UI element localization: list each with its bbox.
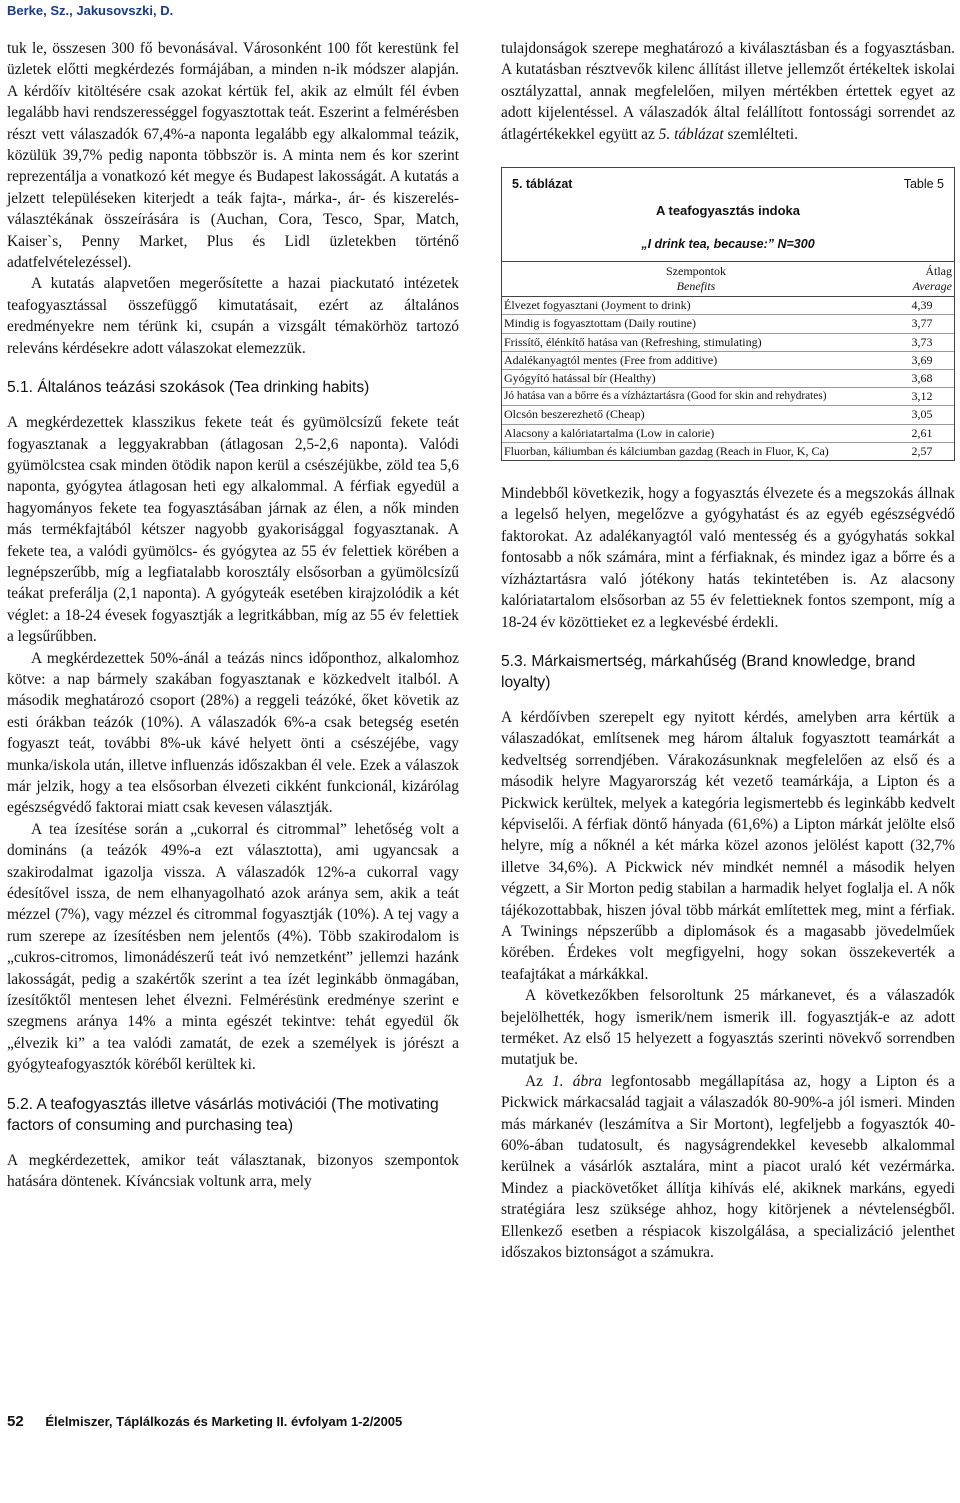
- table-row: Mindig is fogyasztottam (Daily routine) 3,77: [502, 315, 954, 333]
- table-label-en: Table 5: [903, 177, 944, 192]
- page-number: 52: [7, 1413, 24, 1430]
- right-column: [501, 38, 955, 1263]
- section-heading-5-1: 5.1. Általános teázási szokások (Tea drinking habits): [7, 379, 370, 397]
- table-row: Adalékanyagtól mentes (Free from additive) 3,69: [502, 351, 954, 369]
- paragraph: A megkérdezettek, amikor teát választanak, bizonyos szempontok hatására döntenek. Kíváncsiak voltunk arra, mely: [7, 1151, 459, 1191]
- section-heading-5-3: 5.3. Márkaismertség, márkahűség (Brand knowledge, brand loyalty): [501, 652, 916, 691]
- figure-reference: 1. ábra: [552, 1072, 602, 1090]
- paragraph: tuk le, összesen 300 fő bevonásával. Városonként 100 főt kerestünk fel üzletek előtti megkérdezés formájában, a minden n-ik módszer alapján. A kérdőív kitöltésére csak azokat kértük fel, akik az elmúlt fél évben legalább havi rendszerességgel fogyasztottak teát. Eszerint a felmérésben részt vett válaszadók 67,4%-a naponta legalább egy alkalommal teázik, közülük 39,7% pedig naponta többször is. A minta nem és kor szerint reprezentálja a vonatkozó két megye és Budapest lakosságát. A kutatás a jelzett településeken kiterjedt a teák fajta-, márka-, ár- és kiszerelés-választékának összeírására is (Auchan, Cora, Tesco, Spar, Match, Kaiser`s, Penny Market, Plus és Lidl üzletekben történő adatfelvételezéssel).: [7, 40, 459, 272]
- paragraph: A kérdőívben szerepelt egy nyitott kérdés, amelyben arra kértük a válaszadókat, említsenek meg három általuk fogyasztott teamárkát a kedveltség sorrendjében. Várakozásunknak megfelelően az első és a második helyre Magyarország két vezető teamárkája, a Lipton és a Pickwick kerültek, melyek a kategória legismertebb és leginkább kedvelt képviselői. A férfiak döntő hányada (61,6%) a Lipton márkát jelölte első helyre, míg a nőknél a két márka közel azonos jelölést kapott (32,7% illetve 34,6%). A Pickwick név mindkét nemnél a második helyen végzett, a Sir Morton pedig stabilan a harmadik helyet foglalja el. A nők tájékozottabbak, hiszen jóval több márkát említettek meg, mint a férfiak. A Twinings népszerűbb a diplomások és a magasabb jövedelműek körében. Érdekes volt megfigyelni, hogy sokan összekeverték a teafajtákat a márkákkal.: [501, 708, 955, 983]
- table-5: [501, 167, 955, 461]
- table-title: A teafogyasztás indoka: [655, 203, 800, 219]
- table-label-hu: 5. táblázat: [512, 177, 573, 192]
- paragraph: Az 1. ábra legfontosabb megállapítása az, hogy a Lipton és a Pickwick márkacsalád tagjait a válaszadók 80-90%-a jól ismeri. Minden más márkanév (leszámítva a Sir Mortont), legfeljebb a fogyasztók 40-60%-ában tudatosult, és nagyságrendekkel kevesebb alkalommal kerülnek a vásárlók asztalára, mint a piacot uraló két vezérmárka. Mindez a piackövetőket állítja kihívás elé, akiknek markáns, egyedi stratégiára lesz szüksége ahhoz, hogy kitörjenek a névtelenségből. Ellenkező esetben a réspiacok kiszolgálása, a specializáció jelenthet időszakos biztonságot a számukra.: [501, 1072, 956, 1262]
- paragraph: A következőkben felsoroltunk 25 márkanevet, és a válaszadók bejelölhették, hogy ismerik/nem ismerik ill. fogyasztják-e az adott terméket. Az első 15 helyezett a fogyasztás szerinti növekvő sorrendben mutatjuk be.: [501, 987, 955, 1069]
- section-heading-5-2: 5.2. A teafogyasztás illetve vásárlás motivációi (The motivating factors of consuming and purchasing tea): [7, 1095, 439, 1134]
- paragraph: tulajdonságok szerepe meghatározó a kiválasztásban és a fogyasztásban. A kutatásban résztvevők kilenc állítást illetve jellemzőt értékeltek iskolai osztályzattal, annak megfelelően, milyen mértékben értettek egyet az adott kijelentéssel. A válaszadók által felállított fontossági sorrendet az átlagértékekkel együtt az 5. táblázat szemlélteti.: [501, 40, 955, 143]
- table-subtitle: „I drink tea, because:” N=300: [641, 236, 815, 251]
- column-header-average: Átlag Average: [890, 262, 954, 297]
- running-header-authors: Berke, Sz., Jakusovszki, D.: [7, 3, 174, 18]
- column-header-benefits: Szempontok Benefits: [502, 262, 890, 297]
- table-row: Fluorban, káliumban és kálciumban gazdag (Reach in Fluor, K, Ca) 2,57: [502, 442, 954, 460]
- table-reference: 5. táblázat: [658, 125, 724, 143]
- journal-title: Élelmiszer, Táplálkozás és Marketing II. évfolyam 1-2/2005: [45, 1414, 403, 1429]
- paragraph: Mindebből következik, hogy a fogyasztás élvezete és a megszokás állnak a legelső helyen, megelőzve a gyógyhatást és az egyéb egészségvédő faktorokat. Az adalékanyagtól való mentesség és a gyógyhatás sokkal fontosabb a nők számára, mint a férfiaknak, és mindez igaz a bőrre és a vízháztartásra való jótékony hatás tekintetében is. Az alacsony kalóriatartalom elsősorban az 55 év felettieknek fontos szempont, míg a 18-24 év közöttieket ez a legkevésbé érdekli.: [501, 485, 955, 631]
- paragraph: A tea ízesítése során a „cukorral és citrommal” lehetőség volt a domináns (a teázók 49%-a ezt választotta), ami ugyancsak a szakirodalmat igazolja vissza. A válaszadók 12%-a cukorral vagy édesítővel issza, de nem elhanyagolható azok aránya sem, akik a teát mézzel (7%), vagy mézzel és citrommal fogyasztják (10%). A tej vagy a rum szerepe az ízesítésben nem jelentős (4%). Több szakirodalom is „cukros-citromos, limonádészerű teát ivó nemzetként” jellemzi hazánk lakosságát, pedig a szakértők szerint a tea ízét leginkább önmagában, ízesítőktől mentesen lehet élvezni. Felmérésünk eredménye szerint e szegmens aránya 14% a minta egészét tekintve: tehát egyedül ők „élvezik ki” a tea valódi zamatát, de ezek a személyek is jórészt a gyógyteafogyasztók köréből kerültek ki.: [7, 820, 459, 1074]
- paragraph: A megkérdezettek 50%-ánál a teázás nincs időponthoz, alkalomhoz kötve: a nap bármely szakában fogyasztanak e közkedvelt italból. A második meghatározó csoport (28%) a reggeli teázóké, őket követik az esti órákban teázók (10%). A válaszadók 6%-a csak betegség esetén fogyaszt teát, további 8%-uk kávé helyett önti a csészéjébe, vagy munka/iskola után, illetve influenzás időszakban él vele. Ezek a válaszok már jelzik, hogy a tea elsősorban élvezeti cikként funkcionál, kizárólag egészségvédő faktorai miatt csak kevesen választják.: [7, 649, 459, 817]
- paragraph: A kutatás alapvetően megerősítette a hazai piackutató intézetek teafogyasztással összefüggő kimutatásait, ezért az általános eredményekre nem térünk ki, csupán a vizsgált témakörhöz tartozó releváns kérdésekre adott válaszokat elemezzük.: [7, 275, 459, 357]
- table-row: Alacsony a kalóriatartalma (Low in calorie) 2,61: [502, 424, 954, 442]
- table-row: Frissítő, élénkítő hatása van (Refreshing, stimulating) 3,73: [502, 333, 954, 351]
- table-row: Olcsón beszerezhető (Cheap) 3,05: [502, 406, 954, 424]
- table-row: Élvezet fogyasztani (Joyment to drink) 4,39: [504, 298, 933, 313]
- data-table: [502, 261, 954, 460]
- left-column: [7, 38, 459, 1193]
- paragraph: A megkérdezettek klasszikus fekete teát és gyümölcsízű fekete teát fogyasztanak a leggyakrabban (átlagosan 2,5-2,6 naponta). Valódi gyümölcstea csak minden ötödik napon kerül a csészéjükbe, zöld tea 5,6 naponta, gyógytea átlagosan heti egy alkalommal. A férfiak egyedül a hagyományos fekete tea fogyasztásában járnak az élen, a nők minden más termékfajtából kétszer nagyobb gyakorisággal fogyasztanak. A fekete tea, a valódi gyümölcs- és gyógytea az 55 év felettiek körében a legnépszerűbb, míg a legfiatalabb korosztály elsősorban a gyümölcsízű teákat preferálja (2,1 naponta). A gyógyteák esetében kirajzolódik a két véglet: a 18-24 évesek fogyasztják a legritkábban, míg az 55 év felettiek a legsűrűbben.: [7, 414, 459, 646]
- page-footer: [7, 1413, 402, 1430]
- table-row: Jó hatása van a bőrre és a vízháztartásra (Good for skin and rehydrates) 3,12: [502, 388, 954, 406]
- table-row: Gyógyító hatással bír (Healthy) 3,68: [502, 370, 954, 388]
